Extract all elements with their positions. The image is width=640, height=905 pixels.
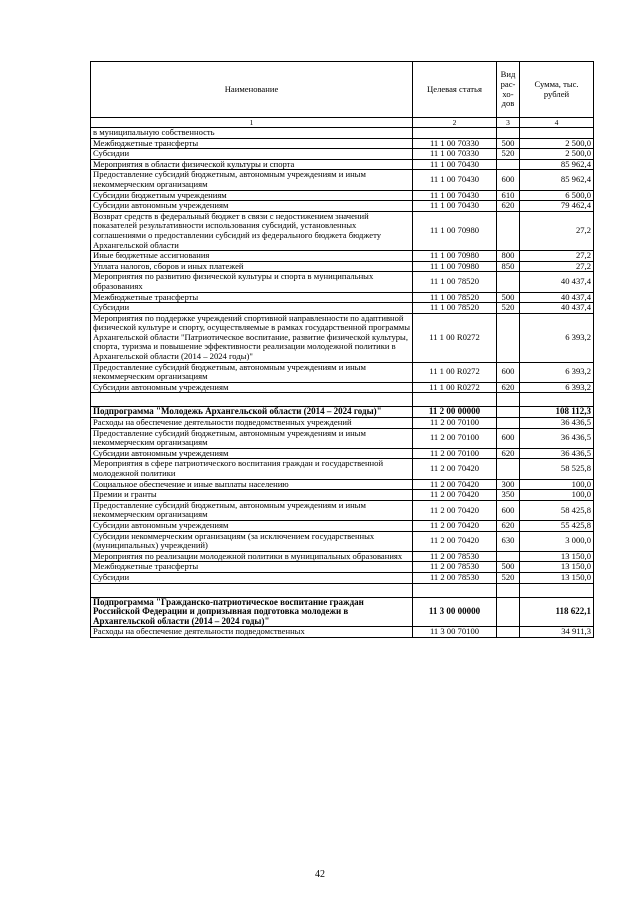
row-type: 300 bbox=[497, 479, 520, 490]
table-row bbox=[91, 201, 594, 212]
row-name bbox=[91, 583, 413, 597]
row-code bbox=[413, 583, 497, 597]
row-name: Предоставление субсидий бюджетным, автономным учреждениям и иным некоммерческим организациям bbox=[91, 362, 413, 382]
header-type: Вид рас-хо-дов bbox=[497, 62, 520, 118]
header-sum: Сумма, тыс. рублей bbox=[520, 62, 594, 118]
column-number: 3 bbox=[497, 118, 520, 128]
row-type: 620 bbox=[497, 448, 520, 459]
row-type: 850 bbox=[497, 261, 520, 272]
table-row bbox=[91, 382, 594, 393]
row-name: Субсидии bbox=[91, 572, 413, 583]
column-number: 2 bbox=[413, 118, 497, 128]
row-sum: 6 393,2 bbox=[520, 313, 594, 362]
row-code: 11 2 00 78530 bbox=[413, 551, 497, 562]
table-body bbox=[91, 128, 594, 638]
row-code: 11 1 00 70330 bbox=[413, 149, 497, 160]
table-row bbox=[91, 572, 594, 583]
row-sum: 6 500,0 bbox=[520, 190, 594, 201]
row-code: 11 2 00 70420 bbox=[413, 520, 497, 531]
row-sum: 55 425,8 bbox=[520, 520, 594, 531]
row-sum: 2 500,0 bbox=[520, 138, 594, 149]
row-type: 350 bbox=[497, 490, 520, 501]
table-row bbox=[91, 531, 594, 551]
row-name: Субсидии bbox=[91, 303, 413, 314]
row-type: 630 bbox=[497, 531, 520, 551]
table-row bbox=[91, 149, 594, 160]
table-row bbox=[91, 303, 594, 314]
table-row bbox=[91, 520, 594, 531]
row-code: 11 2 00 70420 bbox=[413, 531, 497, 551]
row-sum bbox=[520, 393, 594, 407]
subprogram-row bbox=[91, 407, 594, 418]
table-row bbox=[91, 490, 594, 501]
row-sum: 85 962,4 bbox=[520, 159, 594, 170]
row-name: Субсидии автономным учреждениям bbox=[91, 448, 413, 459]
row-type bbox=[497, 128, 520, 139]
row-type: 500 bbox=[497, 138, 520, 149]
row-name: Предоставление субсидий бюджетным, автономным учреждениям и иным некоммерческим организациям bbox=[91, 428, 413, 448]
row-type: 600 bbox=[497, 362, 520, 382]
row-name: Субсидии автономным учреждениям bbox=[91, 382, 413, 393]
row-sum bbox=[520, 583, 594, 597]
row-sum: 100,0 bbox=[520, 490, 594, 501]
row-sum: 36 436,5 bbox=[520, 418, 594, 429]
row-sum: 13 150,0 bbox=[520, 551, 594, 562]
row-name: Субсидии автономным учреждениям bbox=[91, 201, 413, 212]
table-row bbox=[91, 562, 594, 573]
row-code: 11 2 00 00000 bbox=[413, 407, 497, 418]
row-code: 11 1 00 70430 bbox=[413, 170, 497, 190]
row-sum: 34 911,3 bbox=[520, 627, 594, 638]
column-number: 1 bbox=[91, 118, 413, 128]
row-type bbox=[497, 313, 520, 362]
table-row bbox=[91, 313, 594, 362]
row-sum: 40 437,4 bbox=[520, 272, 594, 292]
table-row bbox=[91, 418, 594, 429]
row-type bbox=[497, 551, 520, 562]
row-type: 620 bbox=[497, 520, 520, 531]
table-row bbox=[91, 479, 594, 490]
row-code: 11 1 00 70430 bbox=[413, 190, 497, 201]
row-sum: 3 000,0 bbox=[520, 531, 594, 551]
table-row bbox=[91, 459, 594, 479]
table-row bbox=[91, 251, 594, 262]
row-name: Субсидии автономным учреждениям bbox=[91, 520, 413, 531]
table-row bbox=[91, 159, 594, 170]
row-name: Предоставление субсидий бюджетным, автономным учреждениям и иным некоммерческим организациям bbox=[91, 170, 413, 190]
row-name: Мероприятия по развитию физической культуры и спорта в муниципальных образованиях bbox=[91, 272, 413, 292]
row-type: 520 bbox=[497, 149, 520, 160]
row-sum: 2 500,0 bbox=[520, 149, 594, 160]
row-sum: 13 150,0 bbox=[520, 562, 594, 573]
table-row bbox=[91, 261, 594, 272]
row-sum: 27,2 bbox=[520, 261, 594, 272]
row-code: 11 2 00 70420 bbox=[413, 459, 497, 479]
row-name: Мероприятия в сфере патриотического воспитания граждан и государственной молодежной политики bbox=[91, 459, 413, 479]
row-name: Премии и гранты bbox=[91, 490, 413, 501]
row-code: 11 2 00 78530 bbox=[413, 562, 497, 573]
table-row bbox=[91, 190, 594, 201]
row-name: Субсидии bbox=[91, 149, 413, 160]
row-name: Мероприятия по реализации молодежной политики в муниципальных образованиях bbox=[91, 551, 413, 562]
row-code: 11 3 00 00000 bbox=[413, 597, 497, 627]
row-code: 11 2 00 70420 bbox=[413, 500, 497, 520]
row-name: Подпрограмма "Молодежь Архангельской области (2014 – 2024 годы)" bbox=[91, 407, 413, 418]
row-type: 500 bbox=[497, 562, 520, 573]
row-sum: 118 622,1 bbox=[520, 597, 594, 627]
row-name: Уплата налогов, сборов и иных платежей bbox=[91, 261, 413, 272]
row-code: 11 1 00 70980 bbox=[413, 211, 497, 250]
row-code: 11 2 00 78530 bbox=[413, 572, 497, 583]
row-type: 620 bbox=[497, 382, 520, 393]
table-row bbox=[91, 292, 594, 303]
row-name: Межбюджетные трансферты bbox=[91, 562, 413, 573]
row-name: Предоставление субсидий бюджетным, автономным учреждениям и иным некоммерческим организациям bbox=[91, 500, 413, 520]
row-sum: 58 525,8 bbox=[520, 459, 594, 479]
row-code: 11 1 00 70430 bbox=[413, 201, 497, 212]
row-type bbox=[497, 597, 520, 627]
row-code: 11 1 00 70330 bbox=[413, 138, 497, 149]
spacer-row bbox=[91, 393, 594, 407]
table-row bbox=[91, 500, 594, 520]
row-sum: 100,0 bbox=[520, 479, 594, 490]
table-row bbox=[91, 170, 594, 190]
table-row bbox=[91, 362, 594, 382]
table-row bbox=[91, 138, 594, 149]
row-type: 500 bbox=[497, 292, 520, 303]
row-type bbox=[497, 407, 520, 418]
row-sum: 13 150,0 bbox=[520, 572, 594, 583]
row-code: 11 1 00 R0272 bbox=[413, 313, 497, 362]
row-type bbox=[497, 159, 520, 170]
row-code bbox=[413, 128, 497, 139]
page-number: 42 bbox=[315, 869, 325, 880]
table-row bbox=[91, 428, 594, 448]
table-row bbox=[91, 551, 594, 562]
subprogram-row bbox=[91, 597, 594, 627]
row-name: Иные бюджетные ассигнования bbox=[91, 251, 413, 262]
table-row bbox=[91, 272, 594, 292]
row-name: Межбюджетные трансферты bbox=[91, 292, 413, 303]
row-code: 11 3 00 70100 bbox=[413, 627, 497, 638]
row-code: 11 1 00 70980 bbox=[413, 251, 497, 262]
row-type: 610 bbox=[497, 190, 520, 201]
row-name: Расходы на обеспечение деятельности подведомственных bbox=[91, 627, 413, 638]
row-type: 600 bbox=[497, 500, 520, 520]
row-sum: 40 437,4 bbox=[520, 303, 594, 314]
row-code: 11 1 00 R0272 bbox=[413, 362, 497, 382]
row-type bbox=[497, 272, 520, 292]
table-row bbox=[91, 448, 594, 459]
row-code: 11 1 00 78520 bbox=[413, 303, 497, 314]
row-code: 11 2 00 70420 bbox=[413, 490, 497, 501]
row-type: 600 bbox=[497, 428, 520, 448]
table-header-row bbox=[91, 62, 594, 118]
column-number-row bbox=[91, 118, 594, 128]
row-name bbox=[91, 393, 413, 407]
row-code: 11 2 00 70100 bbox=[413, 428, 497, 448]
row-code: 11 1 00 78520 bbox=[413, 272, 497, 292]
row-sum: 6 393,2 bbox=[520, 362, 594, 382]
row-sum: 36 436,5 bbox=[520, 428, 594, 448]
row-type bbox=[497, 211, 520, 250]
header-name: Наименование bbox=[91, 62, 413, 118]
row-sum: 108 112,3 bbox=[520, 407, 594, 418]
row-sum: 85 962,4 bbox=[520, 170, 594, 190]
row-sum bbox=[520, 128, 594, 139]
row-code bbox=[413, 393, 497, 407]
row-name: Социальное обеспечение и иные выплаты населению bbox=[91, 479, 413, 490]
spacer-row bbox=[91, 583, 594, 597]
row-sum: 79 462,4 bbox=[520, 201, 594, 212]
row-name: Подпрограмма "Гражданско-патриотическое воспитание граждан Российской Федерации и допризывная подготовка молодежи в Архангельской области (2014 – 2024 годы)" bbox=[91, 597, 413, 627]
row-code: 11 1 00 70980 bbox=[413, 261, 497, 272]
row-name: в муниципальную собственность bbox=[91, 128, 413, 139]
row-sum: 36 436,5 bbox=[520, 448, 594, 459]
row-sum: 40 437,4 bbox=[520, 292, 594, 303]
row-name: Мероприятия по поддержке учреждений спортивной направленности по адаптивной физической культуре и спорту, осуществляемые в рамках государственной программы Архангельской области "Патриотическое воспитание, развитие физической культуры, спорта, туризма и повышение эффективности реализации молодежной политики в Архангельской области (2014 – 2024 годы)" bbox=[91, 313, 413, 362]
row-code: 11 2 00 70100 bbox=[413, 448, 497, 459]
row-type: 600 bbox=[497, 170, 520, 190]
row-type bbox=[497, 393, 520, 407]
row-sum: 58 425,8 bbox=[520, 500, 594, 520]
row-type: 520 bbox=[497, 303, 520, 314]
header-code: Целевая статья bbox=[413, 62, 497, 118]
table-row bbox=[91, 128, 594, 139]
table-row bbox=[91, 211, 594, 250]
row-code: 11 2 00 70100 bbox=[413, 418, 497, 429]
row-type: 520 bbox=[497, 572, 520, 583]
row-type bbox=[497, 418, 520, 429]
row-type bbox=[497, 627, 520, 638]
row-name: Субсидии некоммерческим организациям (за исключением государственных (муниципальных) учреждений) bbox=[91, 531, 413, 551]
row-name: Возврат средств в федеральный бюджет в связи с недостижением значений показателей результативности использования субсидий, установленных соглашениями о предоставлении субсидий из федерального бюджета бюджету Архангельской области bbox=[91, 211, 413, 250]
row-type: 620 bbox=[497, 201, 520, 212]
row-type bbox=[497, 459, 520, 479]
row-name: Межбюджетные трансферты bbox=[91, 138, 413, 149]
row-type bbox=[497, 583, 520, 597]
row-sum: 27,2 bbox=[520, 211, 594, 250]
row-sum: 6 393,2 bbox=[520, 382, 594, 393]
column-number: 4 bbox=[520, 118, 594, 128]
row-sum: 27,2 bbox=[520, 251, 594, 262]
budget-table bbox=[90, 61, 594, 638]
row-code: 11 2 00 70420 bbox=[413, 479, 497, 490]
row-name: Мероприятия в области физической культуры и спорта bbox=[91, 159, 413, 170]
row-code: 11 1 00 70430 bbox=[413, 159, 497, 170]
table-row bbox=[91, 627, 594, 638]
row-code: 11 1 00 78520 bbox=[413, 292, 497, 303]
row-type: 800 bbox=[497, 251, 520, 262]
row-name: Расходы на обеспечение деятельности подведомственных учреждений bbox=[91, 418, 413, 429]
row-code: 11 1 00 R0272 bbox=[413, 382, 497, 393]
row-name: Субсидии бюджетным учреждениям bbox=[91, 190, 413, 201]
